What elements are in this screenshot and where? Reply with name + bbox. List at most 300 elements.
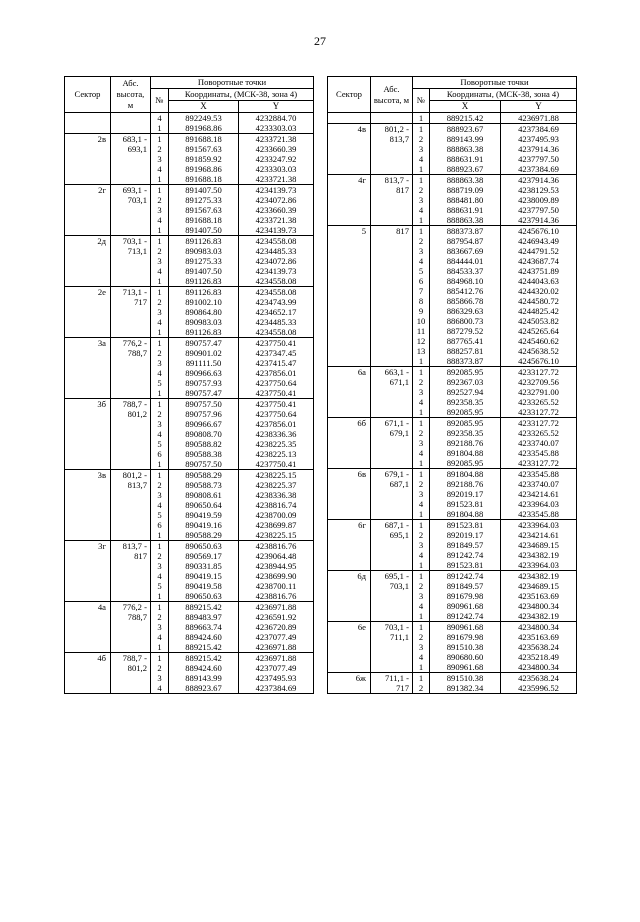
table-row [65,673,314,683]
header-number: № [413,89,430,113]
y-coordinate-cell: 4233127.72 [501,367,577,378]
table-row [328,175,577,186]
sector-cell [65,683,111,694]
altitude-cell [111,632,151,642]
point-number-cell: 4 [413,499,430,509]
y-coordinate-cell: 4233721.38 [239,134,314,145]
table-row [328,428,577,438]
y-coordinate-cell: 4237797.50 [501,205,577,215]
point-number-cell: 3 [151,673,169,683]
x-coordinate-cell: 888631.91 [430,205,501,215]
y-coordinate-cell: 4234689.15 [501,581,577,591]
y-coordinate-cell: 4237495.93 [239,673,314,683]
table-row [65,297,314,307]
point-number-cell: 7 [413,286,430,296]
sector-cell [328,256,371,266]
sector-cell [65,266,111,276]
point-number-cell: 4 [151,215,169,225]
sector-cell [65,154,111,164]
point-number-cell: 2 [413,134,430,144]
y-coordinate-cell: 4238225.13 [239,449,314,459]
table-row [328,236,577,246]
sector-cell [328,195,371,205]
y-coordinate-cell: 4233964.03 [501,499,577,509]
sector-cell [328,346,371,356]
table-row [328,276,577,286]
y-coordinate-cell: 4238699.87 [239,520,314,530]
x-coordinate-cell: 890757.50 [169,399,239,410]
sector-cell [328,530,371,540]
x-coordinate-cell: 891688.18 [169,134,239,145]
y-coordinate-cell: 4238225.37 [239,480,314,490]
y-coordinate-cell: 4234558.08 [239,327,314,338]
point-number-cell: 3 [413,387,430,397]
sector-cell [65,449,111,459]
sector-cell [65,378,111,388]
x-coordinate-cell: 888481.80 [430,195,501,205]
header-turn-points: Поворотные точки [151,77,314,89]
altitude-cell [111,215,151,225]
x-coordinate-cell: 890901.02 [169,348,239,358]
point-number-cell: 4 [151,368,169,378]
table-row [328,438,577,448]
sector-cell [65,297,111,307]
y-coordinate-cell: 4243687.74 [501,256,577,266]
point-number-cell: 3 [413,195,430,205]
altitude-cell [111,358,151,368]
y-coordinate-cell: 4233545.88 [501,448,577,458]
table-row [328,246,577,256]
altitude-cell [371,154,413,164]
y-coordinate-cell: 4234689.15 [501,540,577,550]
sector-cell [328,215,371,226]
y-coordinate-cell: 4232709.56 [501,377,577,387]
x-coordinate-cell: 889215.42 [169,602,239,613]
point-number-cell: 1 [413,407,430,418]
x-coordinate-cell: 891242.74 [430,611,501,622]
y-coordinate-cell: 4233740.07 [501,479,577,489]
point-number-cell: 5 [151,439,169,449]
header-number: № [151,89,169,113]
sector-cell [328,632,371,642]
altitude-cell [111,520,151,530]
x-coordinate-cell: 890650.63 [169,541,239,552]
table-row [65,307,314,317]
table-row [328,407,577,418]
point-number-cell: 9 [413,306,430,316]
x-coordinate-cell: 891126.83 [169,236,239,247]
x-coordinate-cell: 892085.95 [430,407,501,418]
point-number-cell: 2 [413,581,430,591]
x-coordinate-cell: 891804.88 [430,509,501,520]
table-row [328,377,577,387]
altitude-cell: 703,1 - [371,622,413,633]
y-coordinate-cell: 4238944.95 [239,561,314,571]
x-coordinate-cell: 890983.03 [169,246,239,256]
point-number-cell: 1 [413,418,430,429]
y-coordinate-cell: 4238129.53 [501,185,577,195]
x-coordinate-cell: 891567.63 [169,205,239,215]
point-number-cell: 4 [413,397,430,407]
sector-cell [328,266,371,276]
table-row [65,683,314,694]
header-altitude: Абс. высота, м [111,77,151,113]
table-row [65,510,314,520]
altitude-cell: 703,1 [111,195,151,205]
altitude-cell [371,509,413,520]
x-coordinate-cell: 886800.73 [430,316,501,326]
x-coordinate-cell: 891275.33 [169,195,239,205]
table-row [65,358,314,368]
sector-cell [328,611,371,622]
x-coordinate-cell: 891523.81 [430,520,501,531]
point-number-cell: 1 [413,560,430,571]
altitude-cell [371,336,413,346]
sector-cell [65,174,111,185]
y-coordinate-cell: 4233660.39 [239,144,314,154]
table-row [328,296,577,306]
x-coordinate-cell: 890588.38 [169,449,239,459]
y-coordinate-cell: 4235638.24 [501,642,577,652]
table-row [328,560,577,571]
table-row [328,205,577,215]
point-number-cell: 4 [413,205,430,215]
x-coordinate-cell: 891688.18 [169,174,239,185]
altitude-cell [111,673,151,683]
point-number-cell: 5 [151,581,169,591]
y-coordinate-cell: 4234485.33 [239,317,314,327]
altitude-cell: 703,1 [371,581,413,591]
point-number-cell: 1 [151,541,169,552]
x-coordinate-cell: 890757.47 [169,388,239,399]
altitude-cell [371,397,413,407]
sector-cell [65,225,111,236]
y-coordinate-cell: 4236720.89 [239,622,314,632]
table-row [328,154,577,164]
altitude-cell: 717 [371,683,413,694]
y-coordinate-cell: 4237750.64 [239,409,314,419]
sector-cell [65,459,111,470]
table-row [328,673,577,684]
x-coordinate-cell: 891804.88 [430,469,501,480]
altitude-cell: 695,1 - [371,571,413,582]
point-number-cell: 3 [413,438,430,448]
x-coordinate-cell: 885412.76 [430,286,501,296]
y-coordinate-cell: 4243751.89 [501,266,577,276]
altitude-cell [111,530,151,541]
y-coordinate-cell: 4237384.69 [501,164,577,175]
altitude-cell [371,591,413,601]
table-row [328,550,577,560]
sector-cell [328,387,371,397]
sector-cell [65,276,111,287]
sector-cell [65,561,111,571]
y-coordinate-cell: 4245676.10 [501,356,577,367]
point-number-cell: 2 [413,185,430,195]
y-coordinate-cell: 4235638.24 [501,673,577,684]
sector-cell [65,246,111,256]
sector-cell [328,438,371,448]
altitude-cell [371,286,413,296]
table-row [328,458,577,469]
altitude-cell [371,601,413,611]
point-number-cell: 1 [413,673,430,684]
y-coordinate-cell: 4244791.52 [501,246,577,256]
x-coordinate-cell: 884533.37 [430,266,501,276]
altitude-cell [111,439,151,449]
point-number-cell: 10 [413,316,430,326]
altitude-cell [371,246,413,256]
table-row [65,154,314,164]
point-number-cell: 5 [151,378,169,388]
sector-cell [65,581,111,591]
altitude-cell [371,256,413,266]
x-coordinate-cell: 891242.74 [430,550,501,560]
sector-cell: 2г [65,185,111,196]
point-number-cell: 4 [151,317,169,327]
point-number-cell: 1 [151,123,169,134]
altitude-cell: 687,1 [371,479,413,489]
y-coordinate-cell: 4234485.33 [239,246,314,256]
header-altitude: Абс. высота, м [371,77,413,113]
x-coordinate-cell: 888923.67 [169,683,239,694]
table-row [65,388,314,399]
altitude-cell: 703,1 - [111,236,151,247]
point-number-cell: 4 [151,429,169,439]
sector-cell [328,479,371,489]
altitude-cell: 817 [111,551,151,561]
point-number-cell: 2 [151,246,169,256]
altitude-cell [111,123,151,134]
table-row [65,256,314,266]
table-row [65,520,314,530]
x-coordinate-cell: 891126.83 [169,287,239,298]
sector-cell [328,306,371,316]
point-number-cell: 1 [413,113,430,124]
sector-cell [65,490,111,500]
point-number-cell: 4 [151,266,169,276]
point-number-cell: 1 [413,124,430,135]
point-number-cell: 1 [413,175,430,186]
point-number-cell: 2 [413,683,430,694]
x-coordinate-cell: 890650.64 [169,500,239,510]
altitude-cell: 788,7 [111,612,151,622]
table-row [328,215,577,226]
y-coordinate-cell: 4238336.38 [239,490,314,500]
point-number-cell: 3 [413,144,430,154]
table-row [65,144,314,154]
table-row [65,602,314,613]
altitude-cell [371,296,413,306]
point-number-cell: 2 [151,195,169,205]
sector-cell [328,489,371,499]
y-coordinate-cell: 4238700.11 [239,581,314,591]
x-coordinate-cell: 892527.94 [430,387,501,397]
altitude-cell [111,266,151,276]
sector-cell: 6б [328,418,371,429]
x-coordinate-cell: 890864.80 [169,307,239,317]
altitude-cell [111,276,151,287]
sector-cell [65,510,111,520]
sector-cell [65,195,111,205]
table-row [65,470,314,481]
x-coordinate-cell: 891275.33 [169,256,239,266]
point-number-cell: 2 [151,348,169,358]
table-row [65,449,314,459]
sector-cell [328,154,371,164]
x-coordinate-cell: 892019.17 [430,489,501,499]
y-coordinate-cell: 4233740.07 [501,438,577,448]
y-coordinate-cell: 4234214.61 [501,530,577,540]
table-row [328,326,577,336]
x-coordinate-cell: 891968.86 [169,123,239,134]
point-number-cell: 1 [413,215,430,226]
sector-cell [328,246,371,256]
x-coordinate-cell: 892085.95 [430,418,501,429]
table-row [328,346,577,356]
altitude-cell [111,164,151,174]
y-coordinate-cell: 4233303.03 [239,123,314,134]
x-coordinate-cell: 890966.67 [169,419,239,429]
x-coordinate-cell: 887279.52 [430,326,501,336]
point-number-cell: 3 [151,622,169,632]
point-number-cell: 3 [413,591,430,601]
x-coordinate-cell: 889483.97 [169,612,239,622]
x-coordinate-cell: 892249.53 [169,113,239,124]
point-number-cell: 4 [413,652,430,662]
table-row [65,581,314,591]
header-sector: Сектор [65,77,111,113]
point-number-cell: 1 [151,276,169,287]
x-coordinate-cell: 885866.78 [430,296,501,306]
table-row [65,134,314,145]
sector-cell [65,642,111,653]
altitude-cell: 801,2 - [371,124,413,135]
point-number-cell: 1 [151,642,169,653]
table-row [328,499,577,509]
y-coordinate-cell: 4236591.92 [239,612,314,622]
x-coordinate-cell: 890419.58 [169,581,239,591]
y-coordinate-cell: 4233127.72 [501,407,577,418]
sector-cell [65,164,111,174]
y-coordinate-cell: 4234072.86 [239,256,314,266]
table-row [65,195,314,205]
y-coordinate-cell: 4233265.52 [501,397,577,407]
table-row [65,368,314,378]
sector-cell [328,185,371,195]
sector-cell [65,113,111,124]
x-coordinate-cell: 890808.70 [169,429,239,439]
x-coordinate-cell: 884444.01 [430,256,501,266]
page-number: 27 [314,34,326,48]
x-coordinate-cell: 892085.95 [430,367,501,378]
x-coordinate-cell: 892019.17 [430,530,501,540]
sector-cell [328,458,371,469]
header-coordinates: Координаты, (МСК-38, зона 4) [169,89,314,101]
point-number-cell: 1 [413,520,430,531]
x-coordinate-cell: 891968.86 [169,164,239,174]
sector-cell [65,439,111,449]
sector-cell [65,663,111,673]
sector-cell [65,622,111,632]
point-number-cell: 1 [413,458,430,469]
point-number-cell: 1 [151,185,169,196]
altitude-cell: 687,1 - [371,520,413,531]
altitude-cell: 788,7 [111,348,151,358]
altitude-cell [371,276,413,286]
point-number-cell: 1 [151,388,169,399]
altitude-cell: 813,7 [111,480,151,490]
x-coordinate-cell: 890569.17 [169,551,239,561]
altitude-cell [111,642,151,653]
sector-cell [65,632,111,642]
y-coordinate-cell: 4245638.52 [501,346,577,356]
point-number-cell: 2 [151,480,169,490]
header-sector: Сектор [328,77,371,113]
y-coordinate-cell: 4234214.61 [501,489,577,499]
table-row [328,195,577,205]
altitude-cell [371,540,413,550]
x-coordinate-cell: 891407.50 [169,266,239,276]
x-coordinate-cell: 890588.29 [169,530,239,541]
x-coordinate-cell: 890961.68 [430,622,501,633]
table-row [328,164,577,175]
x-coordinate-cell: 891126.83 [169,276,239,287]
y-coordinate-cell: 4238225.15 [239,470,314,481]
y-coordinate-cell: 4237914.36 [501,144,577,154]
altitude-cell [371,195,413,205]
point-number-cell: 3 [151,490,169,500]
table-row [328,509,577,520]
altitude-cell [371,560,413,571]
x-coordinate-cell: 892188.76 [430,438,501,448]
sector-cell [328,601,371,611]
point-number-cell: 1 [151,591,169,602]
x-coordinate-cell: 891849.57 [430,581,501,591]
altitude-cell [371,164,413,175]
sector-cell [65,388,111,399]
sector-cell [328,642,371,652]
y-coordinate-cell: 4237347.45 [239,348,314,358]
y-coordinate-cell: 4234558.08 [239,236,314,247]
point-number-cell: 5 [413,266,430,276]
point-number-cell: 1 [413,622,430,633]
y-coordinate-cell: 4234382.19 [501,550,577,560]
sector-cell: 6е [328,622,371,633]
x-coordinate-cell: 890966.63 [169,368,239,378]
point-number-cell: 1 [413,611,430,622]
point-number-cell: 2 [151,612,169,622]
x-coordinate-cell: 886329.63 [430,306,501,316]
sector-cell [328,276,371,286]
altitude-cell [111,225,151,236]
y-coordinate-cell: 4237495.93 [501,134,577,144]
altitude-cell [111,154,151,164]
x-coordinate-cell: 889215.42 [430,113,501,124]
altitude-cell: 817 [371,226,413,237]
table-row [65,246,314,256]
table-row [65,439,314,449]
altitude-cell [371,458,413,469]
altitude-cell: 695,1 [371,530,413,540]
sector-cell [65,317,111,327]
point-number-cell: 1 [413,226,430,237]
altitude-cell [111,174,151,185]
table-row [65,561,314,571]
altitude-cell: 713,1 - [111,287,151,298]
y-coordinate-cell: 4238009.89 [501,195,577,205]
altitude-cell: 801,2 [111,663,151,673]
